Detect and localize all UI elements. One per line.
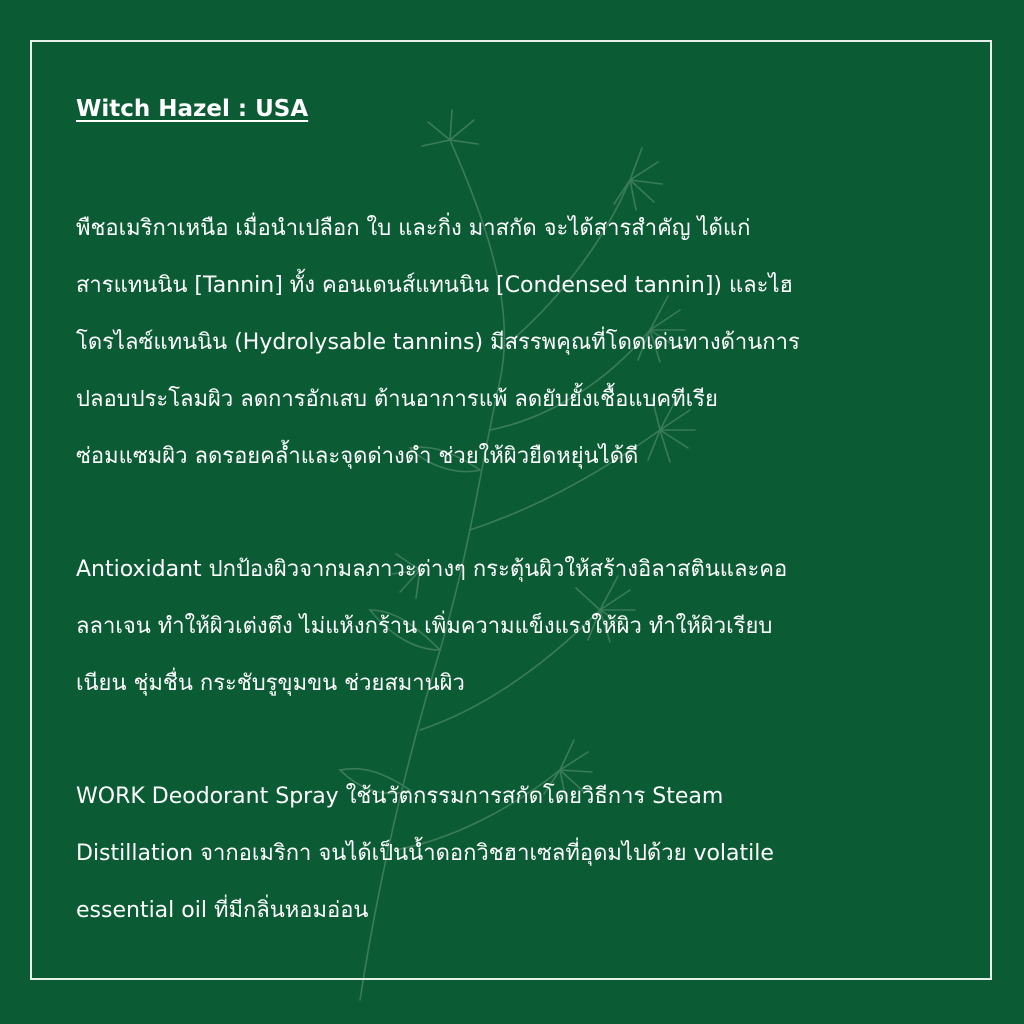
paragraph-2 [76,541,956,712]
text-line: ซ่อมแซมผิว ลดรอยคล้ำและจุดด่างดำ ช่วยให้ผิวยืดหยุ่นได้ดี [76,444,639,469]
text-line: สารแทนนิน [Tannin] ทั้ง คอนเดนส์แทนนิน [Condensed tannin]) และไฮ [76,273,793,298]
paragraph-3 [76,768,956,939]
paragraph-1 [76,200,956,485]
page-title: Witch Hazel : USA [76,96,309,122]
text-line: ลลาเจน ทำให้ผิวเต่งตึง ไม่แห้งกร้าน เพิ่มความแข็งแรงให้ผิว ทำให้ผิวเรียบ [76,614,773,639]
content-area [76,92,956,995]
text-line: WORK Deodorant Spray ใช้นวัตกรรมการสกัดโดยวิธีการ Steam [76,784,724,809]
text-line: Antioxidant ปกป้องผิวจากมลภาวะต่างๆ กระตุ้นผิวให้สร้างอิลาสตินและคอ [76,557,788,582]
text-line: พืชอเมริกาเหนือ เมื่อนำเปลือก ใบ และกิ่ง มาสกัด จะได้สารสำคัญ ได้แก่ [76,216,751,241]
text-line: ปลอบประโลมผิว ลดการอักเสบ ต้านอาการแพ้ ลดยับยั้งเชื้อแบคทีเรีย [76,387,718,412]
text-line: เนียน ชุ่มชื่น กระชับรูขุมขน ช่วยสมานผิว [76,671,465,696]
text-line: Distillation จากอเมริกา จนได้เป็นน้ำดอกวิชฮาเซลที่อุดมไปด้วย volatile [76,841,774,866]
text-line: โดรไลซ์แทนนิน (Hydrolysable tannins) มีสรรพคุณที่โดดเด่นทางด้านการ [76,330,800,355]
text-line: essential oil ที่มีกลิ่นหอมอ่อน [76,898,369,923]
